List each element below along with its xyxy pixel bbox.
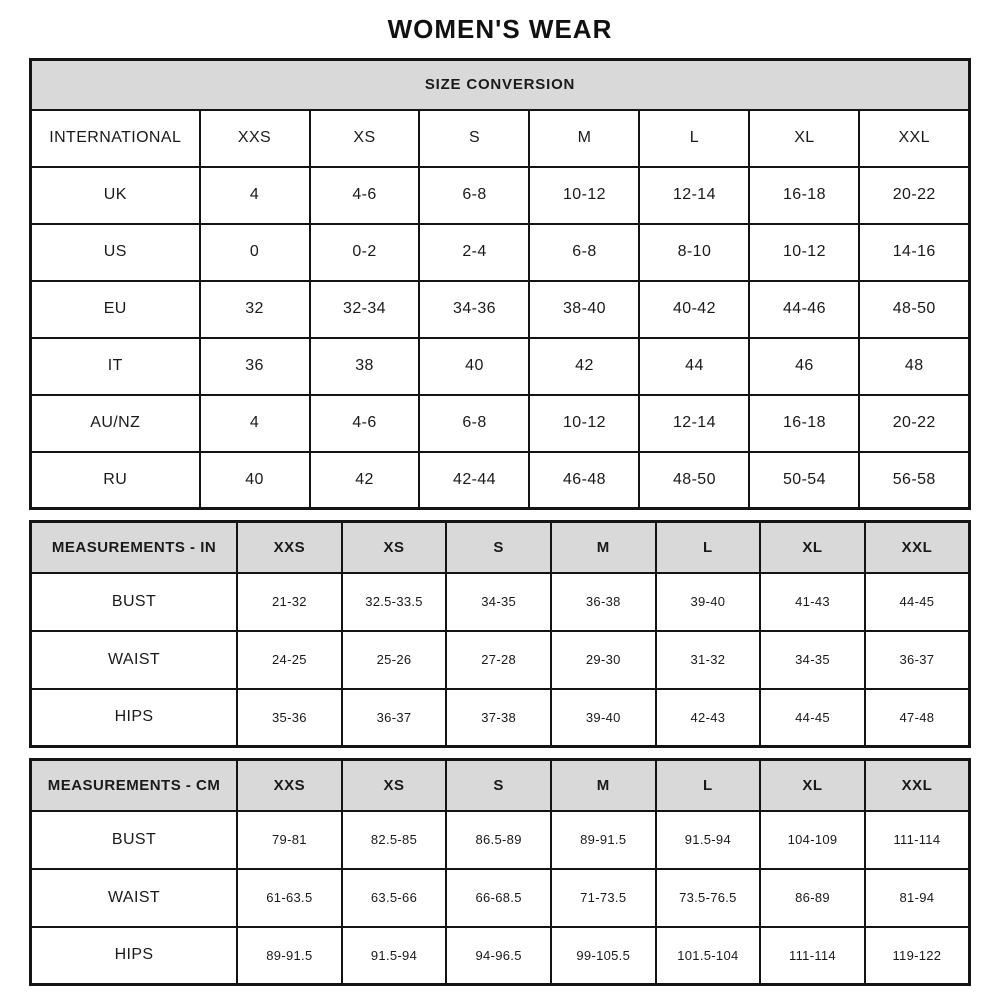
size-column-header: XL [760, 522, 865, 573]
measure-value: 79-81 [237, 811, 342, 869]
measure-value: 31-32 [656, 631, 761, 689]
size-value: 0-2 [310, 224, 420, 281]
size-value: 32-34 [310, 281, 420, 338]
measurements-cm-table [29, 758, 971, 986]
size-conversion-body [31, 60, 970, 509]
size-conversion-row [31, 167, 970, 224]
region-label: US [31, 224, 200, 281]
size-column-header: L [656, 522, 761, 573]
size-value: 2-4 [419, 224, 529, 281]
size-column-header: S [446, 522, 551, 573]
size-conversion-row [31, 338, 970, 395]
size-value: 20-22 [859, 395, 969, 452]
size-value: 16-18 [749, 395, 859, 452]
size-value: 44-46 [749, 281, 859, 338]
measure-value: 91.5-94 [342, 927, 447, 985]
region-label: UK [31, 167, 200, 224]
size-value: 40-42 [639, 281, 749, 338]
size-conversion-row [31, 224, 970, 281]
size-column-header: L [639, 110, 749, 167]
measure-value: 39-40 [551, 689, 656, 747]
measure-value: 101.5-104 [656, 927, 761, 985]
international-label: INTERNATIONAL [31, 110, 200, 167]
measure-value: 73.5-76.5 [656, 869, 761, 927]
size-value: 48-50 [639, 452, 749, 509]
measure-label: WAIST [31, 631, 238, 689]
measure-value: 119-122 [865, 927, 970, 985]
measure-value: 24-25 [237, 631, 342, 689]
size-value: 0 [200, 224, 310, 281]
measure-value: 94-96.5 [446, 927, 551, 985]
size-value: 44 [639, 338, 749, 395]
size-value: 6-8 [419, 167, 529, 224]
size-column-header: S [446, 760, 551, 811]
region-label: RU [31, 452, 200, 509]
measure-value: 21-32 [237, 573, 342, 631]
measure-value: 39-40 [656, 573, 761, 631]
size-value: 10-12 [529, 167, 639, 224]
size-value: 38-40 [529, 281, 639, 338]
size-value: 6-8 [529, 224, 639, 281]
size-conversion-row [31, 452, 970, 509]
size-column-header: L [656, 760, 761, 811]
size-column-header: M [529, 110, 639, 167]
size-value: 4 [200, 395, 310, 452]
measure-value: 29-30 [551, 631, 656, 689]
size-column-header: M [551, 522, 656, 573]
size-value: 20-22 [859, 167, 969, 224]
size-column-header: XXL [859, 110, 969, 167]
measure-value: 86.5-89 [446, 811, 551, 869]
measure-value: 27-28 [446, 631, 551, 689]
measurements_in-title: MEASUREMENTS - IN [31, 522, 238, 573]
measure-value: 44-45 [760, 689, 865, 747]
size-chart-page [29, 0, 971, 986]
size-value: 16-18 [749, 167, 859, 224]
size-column-header: XL [749, 110, 859, 167]
size-column-header: XXS [237, 522, 342, 573]
size-value: 12-14 [639, 395, 749, 452]
measure-value: 47-48 [865, 689, 970, 747]
measure-value: 61-63.5 [237, 869, 342, 927]
size-value: 46 [749, 338, 859, 395]
measurements-in-table [29, 520, 971, 748]
size-value: 6-8 [419, 395, 529, 452]
size-conversion-columns-row [31, 110, 970, 167]
size-value: 42-44 [419, 452, 529, 509]
size-column-header: XS [342, 522, 447, 573]
size-value: 4 [200, 167, 310, 224]
measure-value: 37-38 [446, 689, 551, 747]
measurements-cm-body [31, 760, 970, 985]
measure-label: HIPS [31, 689, 238, 747]
measurements_cm-row [31, 869, 970, 927]
measurements_cm-row [31, 927, 970, 985]
size-conversion-title: SIZE CONVERSION [31, 60, 970, 110]
size-column-header: XXL [865, 522, 970, 573]
size-column-header: M [551, 760, 656, 811]
measure-value: 36-37 [342, 689, 447, 747]
measure-value: 89-91.5 [551, 811, 656, 869]
measure-label: WAIST [31, 869, 238, 927]
measurements-in-body [31, 522, 970, 747]
size-column-header: XXS [200, 110, 310, 167]
measure-value: 34-35 [760, 631, 865, 689]
size-value: 14-16 [859, 224, 969, 281]
size-value: 42 [529, 338, 639, 395]
size-conversion-row [31, 395, 970, 452]
page-title: WOMEN'S WEAR [387, 14, 613, 44]
size-column-header: XXL [865, 760, 970, 811]
measure-value: 36-37 [865, 631, 970, 689]
size-value: 4-6 [310, 395, 420, 452]
region-label: IT [31, 338, 200, 395]
measurements_in-row [31, 689, 970, 747]
size-value: 40 [200, 452, 310, 509]
size-conversion-table [29, 58, 971, 510]
measure-label: BUST [31, 811, 238, 869]
region-label: AU/NZ [31, 395, 200, 452]
measure-value: 111-114 [760, 927, 865, 985]
measure-value: 63.5-66 [342, 869, 447, 927]
size-value: 34-36 [419, 281, 529, 338]
measure-value: 44-45 [865, 573, 970, 631]
size-value: 48 [859, 338, 969, 395]
size-value: 8-10 [639, 224, 749, 281]
measure-value: 71-73.5 [551, 869, 656, 927]
size-value: 36 [200, 338, 310, 395]
measure-value: 104-109 [760, 811, 865, 869]
size-value: 10-12 [749, 224, 859, 281]
measurements_in-row [31, 631, 970, 689]
size-value: 38 [310, 338, 420, 395]
size-value: 46-48 [529, 452, 639, 509]
size-column-header: XXS [237, 760, 342, 811]
size-value: 12-14 [639, 167, 749, 224]
measure-value: 34-35 [446, 573, 551, 631]
measure-value: 66-68.5 [446, 869, 551, 927]
size-value: 32 [200, 281, 310, 338]
region-label: EU [31, 281, 200, 338]
measurements_cm-title: MEASUREMENTS - CM [31, 760, 238, 811]
measure-value: 42-43 [656, 689, 761, 747]
size-column-header: XL [760, 760, 865, 811]
measure-value: 82.5-85 [342, 811, 447, 869]
size-value: 42 [310, 452, 420, 509]
measure-value: 25-26 [342, 631, 447, 689]
measure-value: 86-89 [760, 869, 865, 927]
size-value: 48-50 [859, 281, 969, 338]
measurements_in-header-row [31, 522, 970, 573]
measurements_in-row [31, 573, 970, 631]
size-conversion-row [31, 281, 970, 338]
size-column-header: S [419, 110, 529, 167]
measure-label: BUST [31, 573, 238, 631]
measure-value: 32.5-33.5 [342, 573, 447, 631]
measure-value: 35-36 [237, 689, 342, 747]
size-column-header: XS [342, 760, 447, 811]
measure-value: 36-38 [551, 573, 656, 631]
measure-value: 89-91.5 [237, 927, 342, 985]
measure-value: 111-114 [865, 811, 970, 869]
measurements_cm-row [31, 811, 970, 869]
measurements_cm-header-row [31, 760, 970, 811]
size-value: 40 [419, 338, 529, 395]
measure-value: 41-43 [760, 573, 865, 631]
size-value: 50-54 [749, 452, 859, 509]
size-value: 4-6 [310, 167, 420, 224]
size-column-header: XS [310, 110, 420, 167]
measure-value: 91.5-94 [656, 811, 761, 869]
measure-value: 99-105.5 [551, 927, 656, 985]
measure-label: HIPS [31, 927, 238, 985]
size-value: 10-12 [529, 395, 639, 452]
size-value: 56-58 [859, 452, 969, 509]
size-conversion-header-row [31, 60, 970, 110]
measure-value: 81-94 [865, 869, 970, 927]
